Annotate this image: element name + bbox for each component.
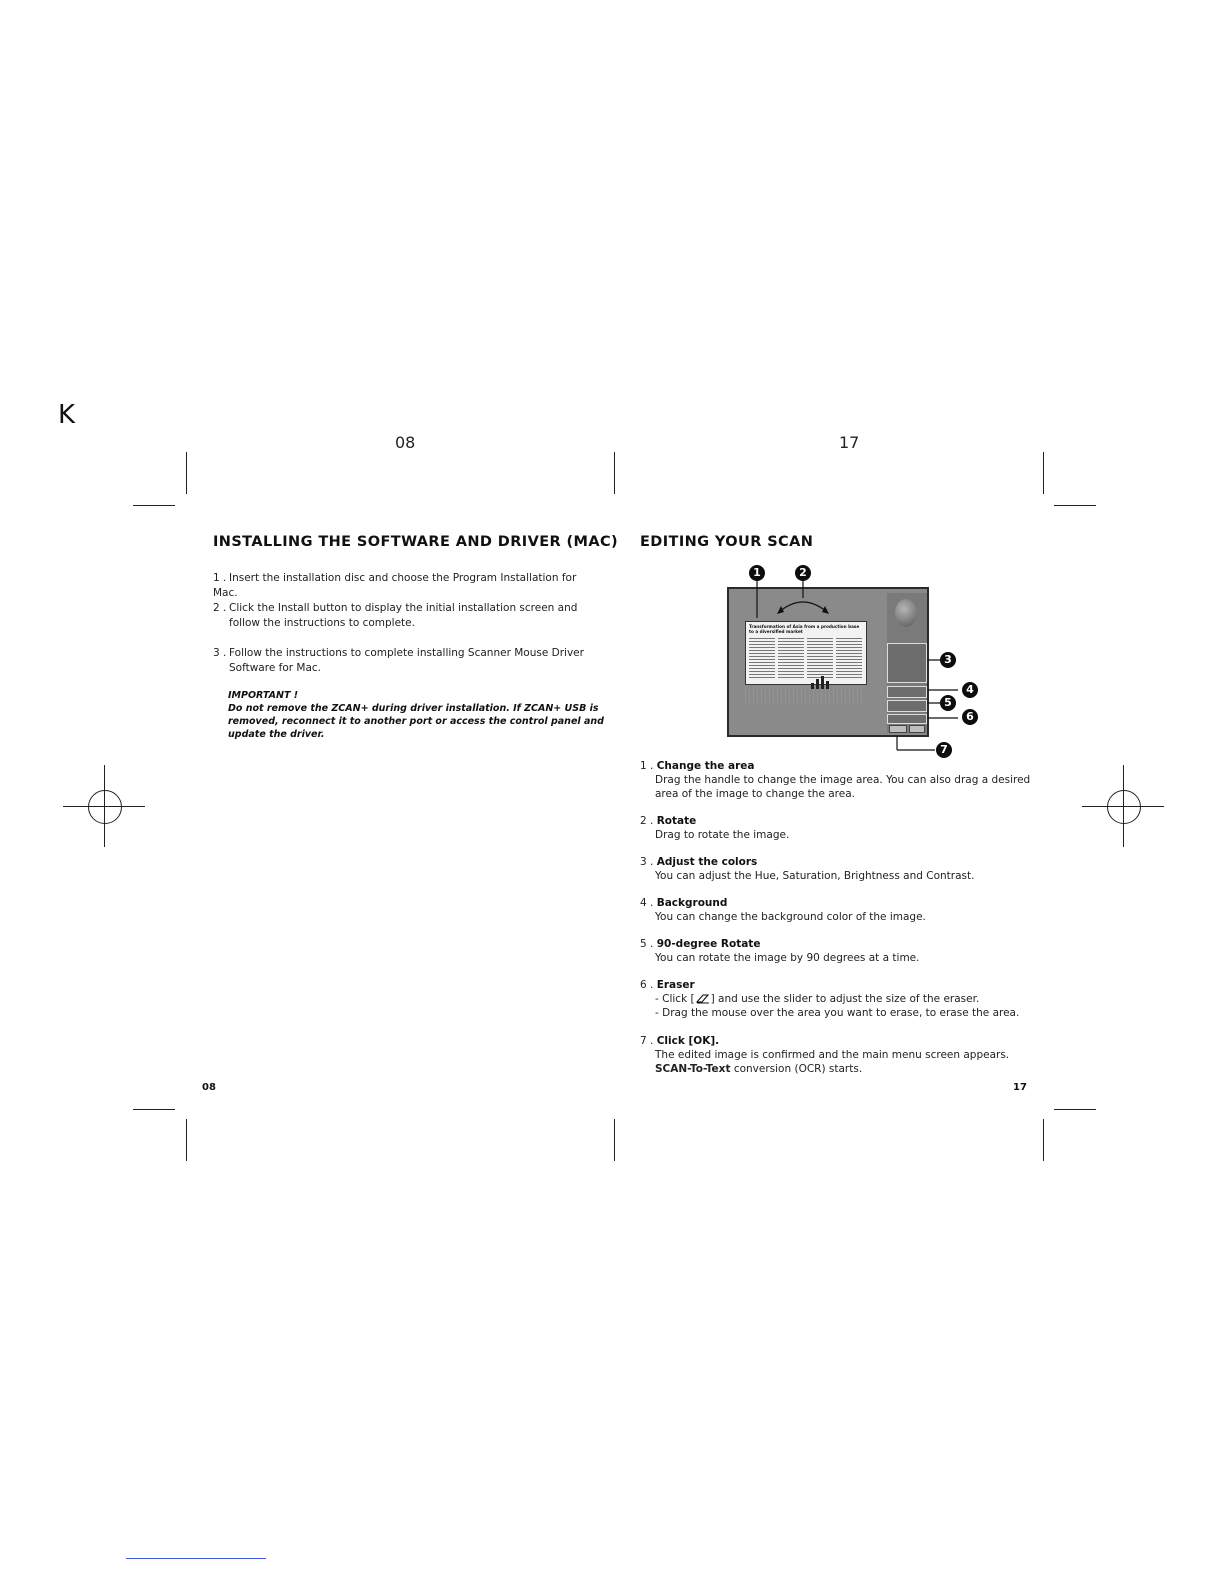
edit-item-1: 1 . Change the area Drag the handle to change the image area. You can also drag a desired area of the image to change the area.: [640, 760, 1031, 800]
edit-item-6: 6 . Eraser - Click [ ] and use the slider to adjust the size of the eraser. - Drag the mouse over the area you want to erase, to erase the area.: [640, 979, 1020, 1019]
important-line: Do not remove the ZCAN+ during driver installation. If ZCAN+ USB is: [228, 703, 599, 714]
registration-mark-right: [1082, 765, 1164, 847]
important-line: update the driver.: [228, 729, 325, 740]
callout-2: 2: [795, 565, 811, 581]
edit-item-3: 3 . Adjust the colors You can adjust the Hue, Saturation, Brightness and Contrast.: [640, 856, 975, 882]
important-line: removed, reconnect it to another port or access the control panel and: [228, 716, 604, 727]
left-page-title: INSTALLING THE SOFTWARE AND DRIVER (MAC): [213, 534, 619, 550]
crop-mark: [1054, 505, 1096, 506]
footer-link-underline: [126, 1558, 266, 1559]
spread-left-number: 08: [395, 433, 416, 452]
right-page-number: 17: [1013, 1082, 1027, 1093]
edit-item-5: 5 . 90-degree Rotate You can rotate the image by 90 degrees at a time.: [640, 938, 920, 964]
callout-3: 3: [940, 652, 956, 668]
crop-mark: [186, 1119, 187, 1161]
callout-6: 6: [962, 709, 978, 725]
corner-mark: K: [58, 400, 76, 430]
callout-1: 1: [749, 565, 765, 581]
install-step-2: 2 . Click the Install button to display the initial installation screen and follow the instructions to complete.: [213, 602, 578, 629]
important-notice: [228, 689, 608, 741]
crop-mark: [186, 452, 187, 494]
crop-mark: [133, 1109, 175, 1110]
crop-mark: [614, 1119, 615, 1161]
registration-mark-left: [63, 765, 145, 847]
callout-5: 5: [940, 695, 956, 711]
crop-mark: [614, 452, 615, 494]
install-step-1: 1 . Insert the installation disc and choose the Program Installation for Mac.: [213, 572, 577, 599]
callout-4: 4: [962, 682, 978, 698]
edit-item-2: 2 . Rotate Drag to rotate the image.: [640, 815, 790, 841]
callout-7: 7: [936, 742, 952, 758]
scanned-document-title: Transformation of Asia from a production base to a diversified market: [749, 624, 860, 634]
eraser-icon: [695, 992, 711, 1004]
edit-item-4: 4 . Background You can change the background color of the image.: [640, 897, 926, 923]
crop-mark: [1043, 1119, 1044, 1161]
crop-mark: [1043, 452, 1044, 494]
important-heading: IMPORTANT !: [228, 690, 299, 701]
crop-mark: [1054, 1109, 1096, 1110]
spread-right-number: 17: [839, 433, 860, 452]
figure-leader-lines: [727, 570, 967, 770]
crop-mark: [133, 505, 175, 506]
left-page-number: 08: [202, 1082, 216, 1093]
right-page-title: EDITING YOUR SCAN: [640, 534, 814, 550]
install-step-3: 3 . Follow the instructions to complete installing Scanner Mouse Driver Software for Mac.: [213, 647, 584, 674]
edit-item-7: 7 . Click [OK]. The edited image is confirmed and the main menu screen appears. SCAN-To-Text conversion (OCR) starts.: [640, 1035, 1010, 1075]
